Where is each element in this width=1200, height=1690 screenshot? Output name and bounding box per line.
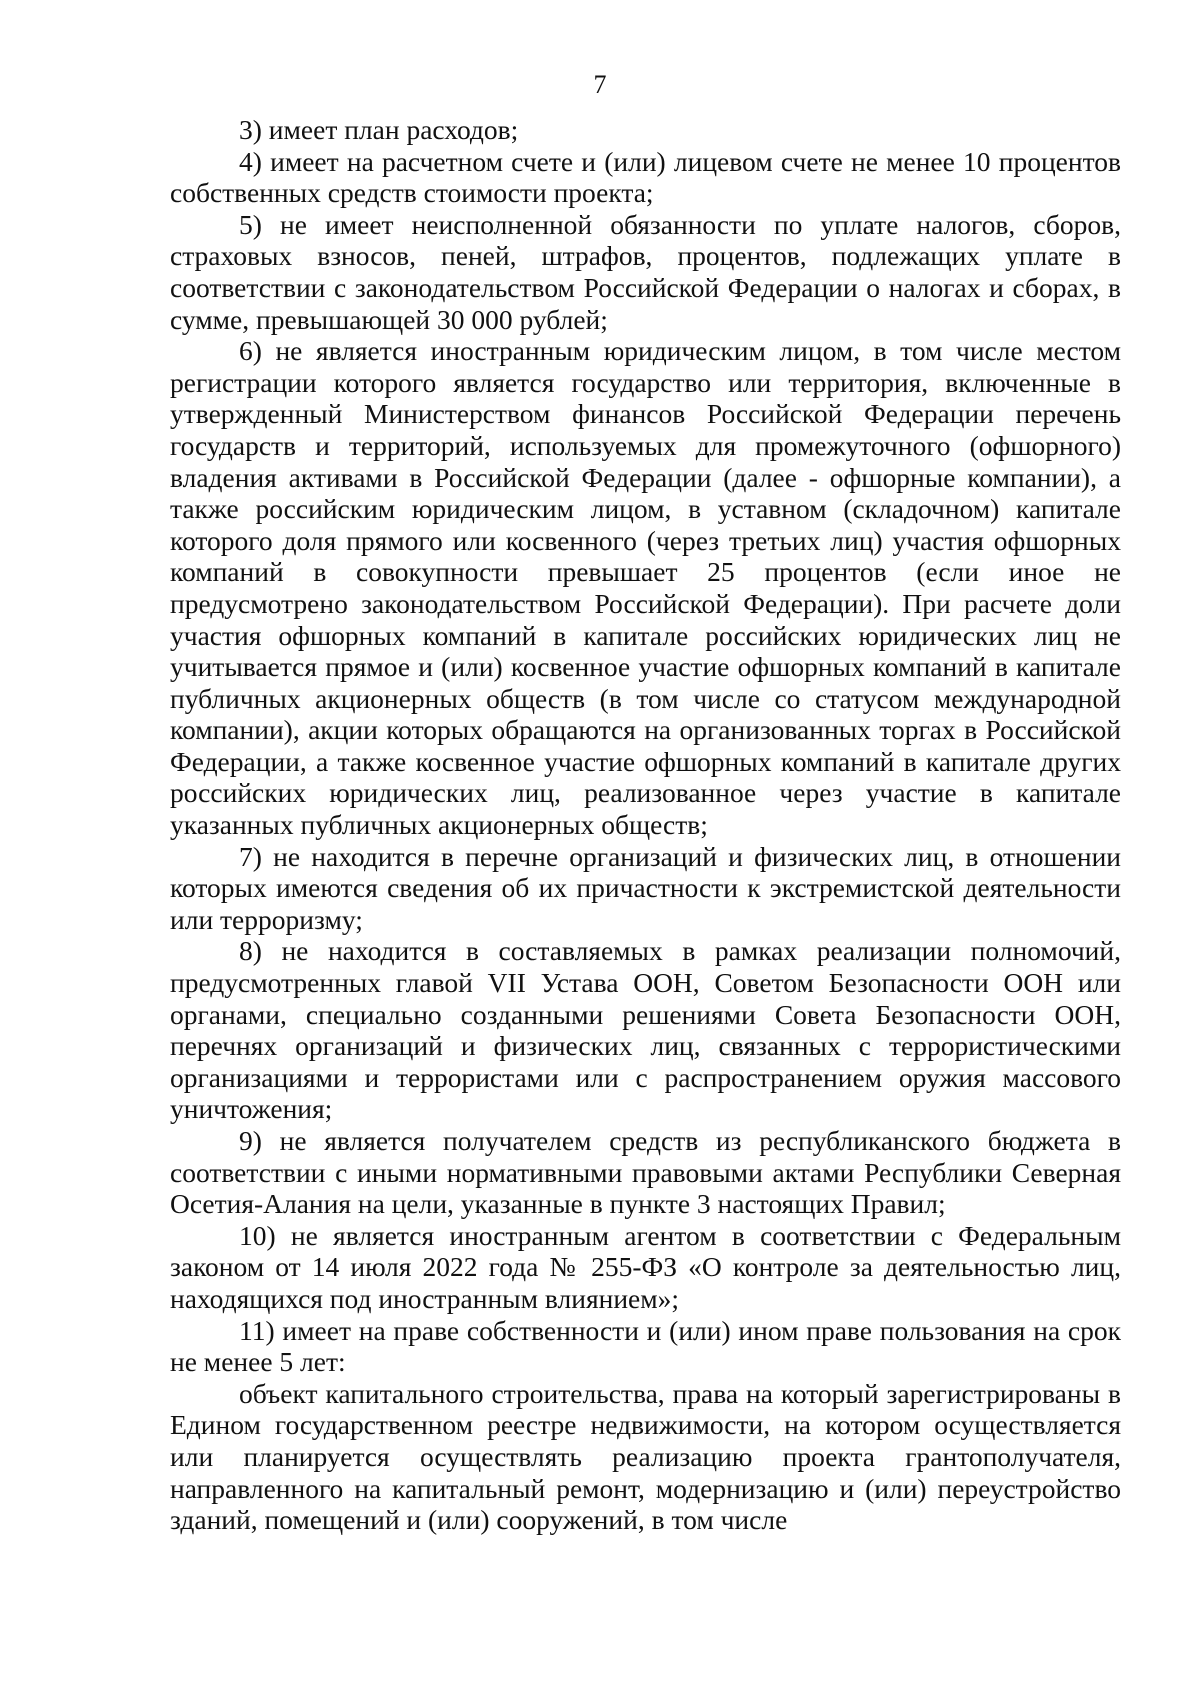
paragraph-item-3: 3) имеет план расходов; <box>239 114 519 145</box>
paragraph-object-description: объект капитального строительства, права на который зарегистрированы в Едином государственном реестре недвижимости, на котором осуществляется или планируется осуществлять реализацию проекта грантополучателя, направленного на капитальный ремонт, модернизацию и (или) переустройство зданий, помещений и (или) сооружений, в том числе <box>170 1377 1121 1536</box>
paragraph-item-4: 4) имеет на расчетном счете и (или) лицевом счете не менее 10 процентов собственных средств стоимости проекта; <box>170 145 1121 209</box>
paragraph-item-8: 8) не находится в составляемых в рамках реализации полномочий, предусмотренных главой VII Устава ООН, Советом Безопасности ООН или органами, специально созданными решениями Совета Безопасности ООН, перечнях организаций и физических лиц, связанных с террористическими организациями и террористами или с распространением оружия массового уничтожения; <box>170 935 1121 1125</box>
paragraph-item-10: 10) не является иностранным агентом в соответствии с Федеральным законом от 14 июля 2022 года № 255-ФЗ «О контроле за деятельностью лиц, находящихся под иностранным влиянием»; <box>170 1219 1121 1314</box>
paragraph-item-7: 7) не находится в перечне организаций и физических лиц, в отношении которых имеются сведения об их причастности к экстремистской деятельности или терроризму; <box>170 840 1121 935</box>
paragraph-item-5: 5) не имеет неисполненной обязанности по уплате налогов, сборов, страховых взносов, пеней, штрафов, процентов, подлежащих уплате в соответствии с законодательством Российской Федерации о налогах и сборах, в сумме, превышающей 30 000 рублей; <box>170 208 1121 335</box>
document-body <box>170 114 1121 1536</box>
paragraph-item-6: 6) не является иностранным юридическим лицом, в том числе местом регистрации которого является государство или территория, включенные в утвержденный Министерством финансов Российской Федерации перечень государств и территорий, используемых для промежуточного (офшорного) владения активами в Российской Федерации (далее - офшорные компании), а также российским юридическим лицом, в уставном (складочном) капитале которого доля прямого или косвенного (через третьих лиц) участия офшорных компаний в совокупности превышает 25 процентов (если иное не предусмотрено законодательством Российской Федерации). При расчете доли участия офшорных компаний в капитале российских юридических лиц не учитывается прямое и (или) косвенное участие офшорных компаний в капитале публичных акционерных обществ (в том числе со статусом международной компании), акции которых обращаются на организованных торгах в Российской Федерации, а также косвенное участие офшорных компаний в капитале других российских юридических лиц, реализованное через участие в капитале указанных публичных акционерных обществ; <box>170 335 1121 841</box>
page-number: 7 <box>593 70 607 99</box>
paragraph-item-9: 9) не является получателем средств из республиканского бюджета в соответствии с иными нормативными правовыми актами Республики Северная Осетия-Алания на цели, указанные в пункте 3 настоящих Правил; <box>170 1125 1121 1220</box>
paragraph-item-11: 11) имеет на праве собственности и (или) ином праве пользования на срок не менее 5 лет: <box>170 1314 1121 1378</box>
